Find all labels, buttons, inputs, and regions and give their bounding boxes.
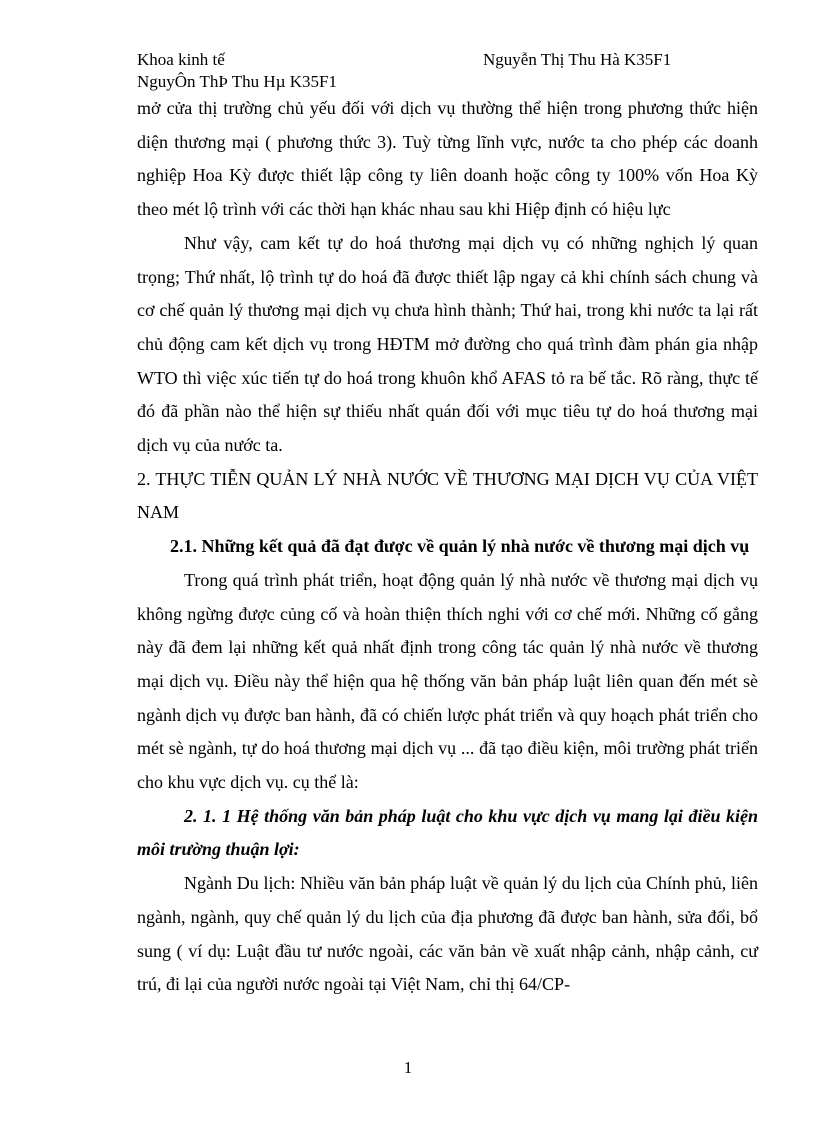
paragraph-development: Trong quá trình phát triển, hoạt động quản lý nhà nước về thương mại dịch vụ không ngừng được củng cố và hoàn thiện thích nghi với cơ chế mới. Những cố gắng này đã đem lại những kết quả nhất định trong công tác quản lý nhà nước về thương mại dịch vụ. Điều này thể hiện qua hệ thống văn bản pháp luật liên quan đến mét sè ngành dịch vụ được ban hành, đã có chiến lược phát triển và quy hoạch phát triển cho mét sè ngành, tự do hoá thương mại dịch vụ ... đã tạo điều kiện, môi trường phát triển cho khu vực dịch vụ. cụ thể là: xyxy=(137,569,758,793)
paragraph-tourism: Ngành Du lịch: Nhiều văn bản pháp luật về quản lý du lịch của Chính phủ, liên ngành, ngành, quy chế quản lý du lịch của địa phương đã được ban hành, sửa đổi, bổ sung ( ví dụ: Luật đầu tư nước ngoài, các văn bản về xuất nhập cảnh, nhập cảnh, cư trú, đi lại của người nước ngoài tại Việt Nam, chỉ thị 64/CP- xyxy=(137,873,758,995)
header-faculty: Khoa kinh tế xyxy=(137,50,225,69)
document-body xyxy=(137,92,758,1002)
section-heading-2-1: 2.1. Những kết quả đã đạt được về quản lý nhà nước về thương mại dịch vụ xyxy=(170,536,750,557)
header-author: Nguyễn Thị Thu Hà K35F1 xyxy=(483,50,672,69)
paragraph-paradox: Như vậy, cam kết tự do hoá thương mại dịch vụ có những nghịch lý quan trọng; Thứ nhất, lộ trình tự do hoá đã được thiết lập ngay cả khi chính sách chung và cơ chế quản lý thương mại dịch vụ chưa hình thành; Thứ hai, trong khi nước ta lại rất chủ động cam kết dịch vụ trong HĐTM mở đường cho quá trình đàm phán gia nhập WTO thì việc xúc tiến tự do hoá trong khuôn khổ AFAS tỏ ra bế tắc. Rõ ràng, thực tế đó đã phần nào thể hiện sự thiếu nhất quán đối với mục tiêu tự do hoá thương mại dịch vụ của nước ta. xyxy=(137,232,758,456)
paragraph-market-opening: mở cửa thị trường chủ yếu đối với dịch vụ thường thể hiện trong phương thức hiện diện thương mại ( phương thức 3). Tuỳ từng lĩnh vực, nước ta cho phép các doanh nghiệp Hoa Kỳ được thiết lập công ty liên doanh hoặc công ty 100% vốn Hoa Kỳ theo mét lộ trình với các thời hạn khác nhau sau khi Hiệp định có hiệu lực xyxy=(137,98,758,220)
page-number: 1 xyxy=(403,1058,413,1077)
section-heading-2-1-1: 2. 1. 1 Hệ thống văn bản pháp luật cho khu vực dịch vụ mang lại điều kiện môi trường thuận lợi: xyxy=(137,805,758,860)
section-heading-2: 2. THỰC TIỄN QUẢN LÝ NHÀ NƯỚC VỀ THƯƠNG MẠI DỊCH VỤ CỦA VIỆT NAM xyxy=(137,468,758,523)
header-author-garbled: NguyÔn ThÞ Thu Hµ K35F1 xyxy=(137,72,337,91)
